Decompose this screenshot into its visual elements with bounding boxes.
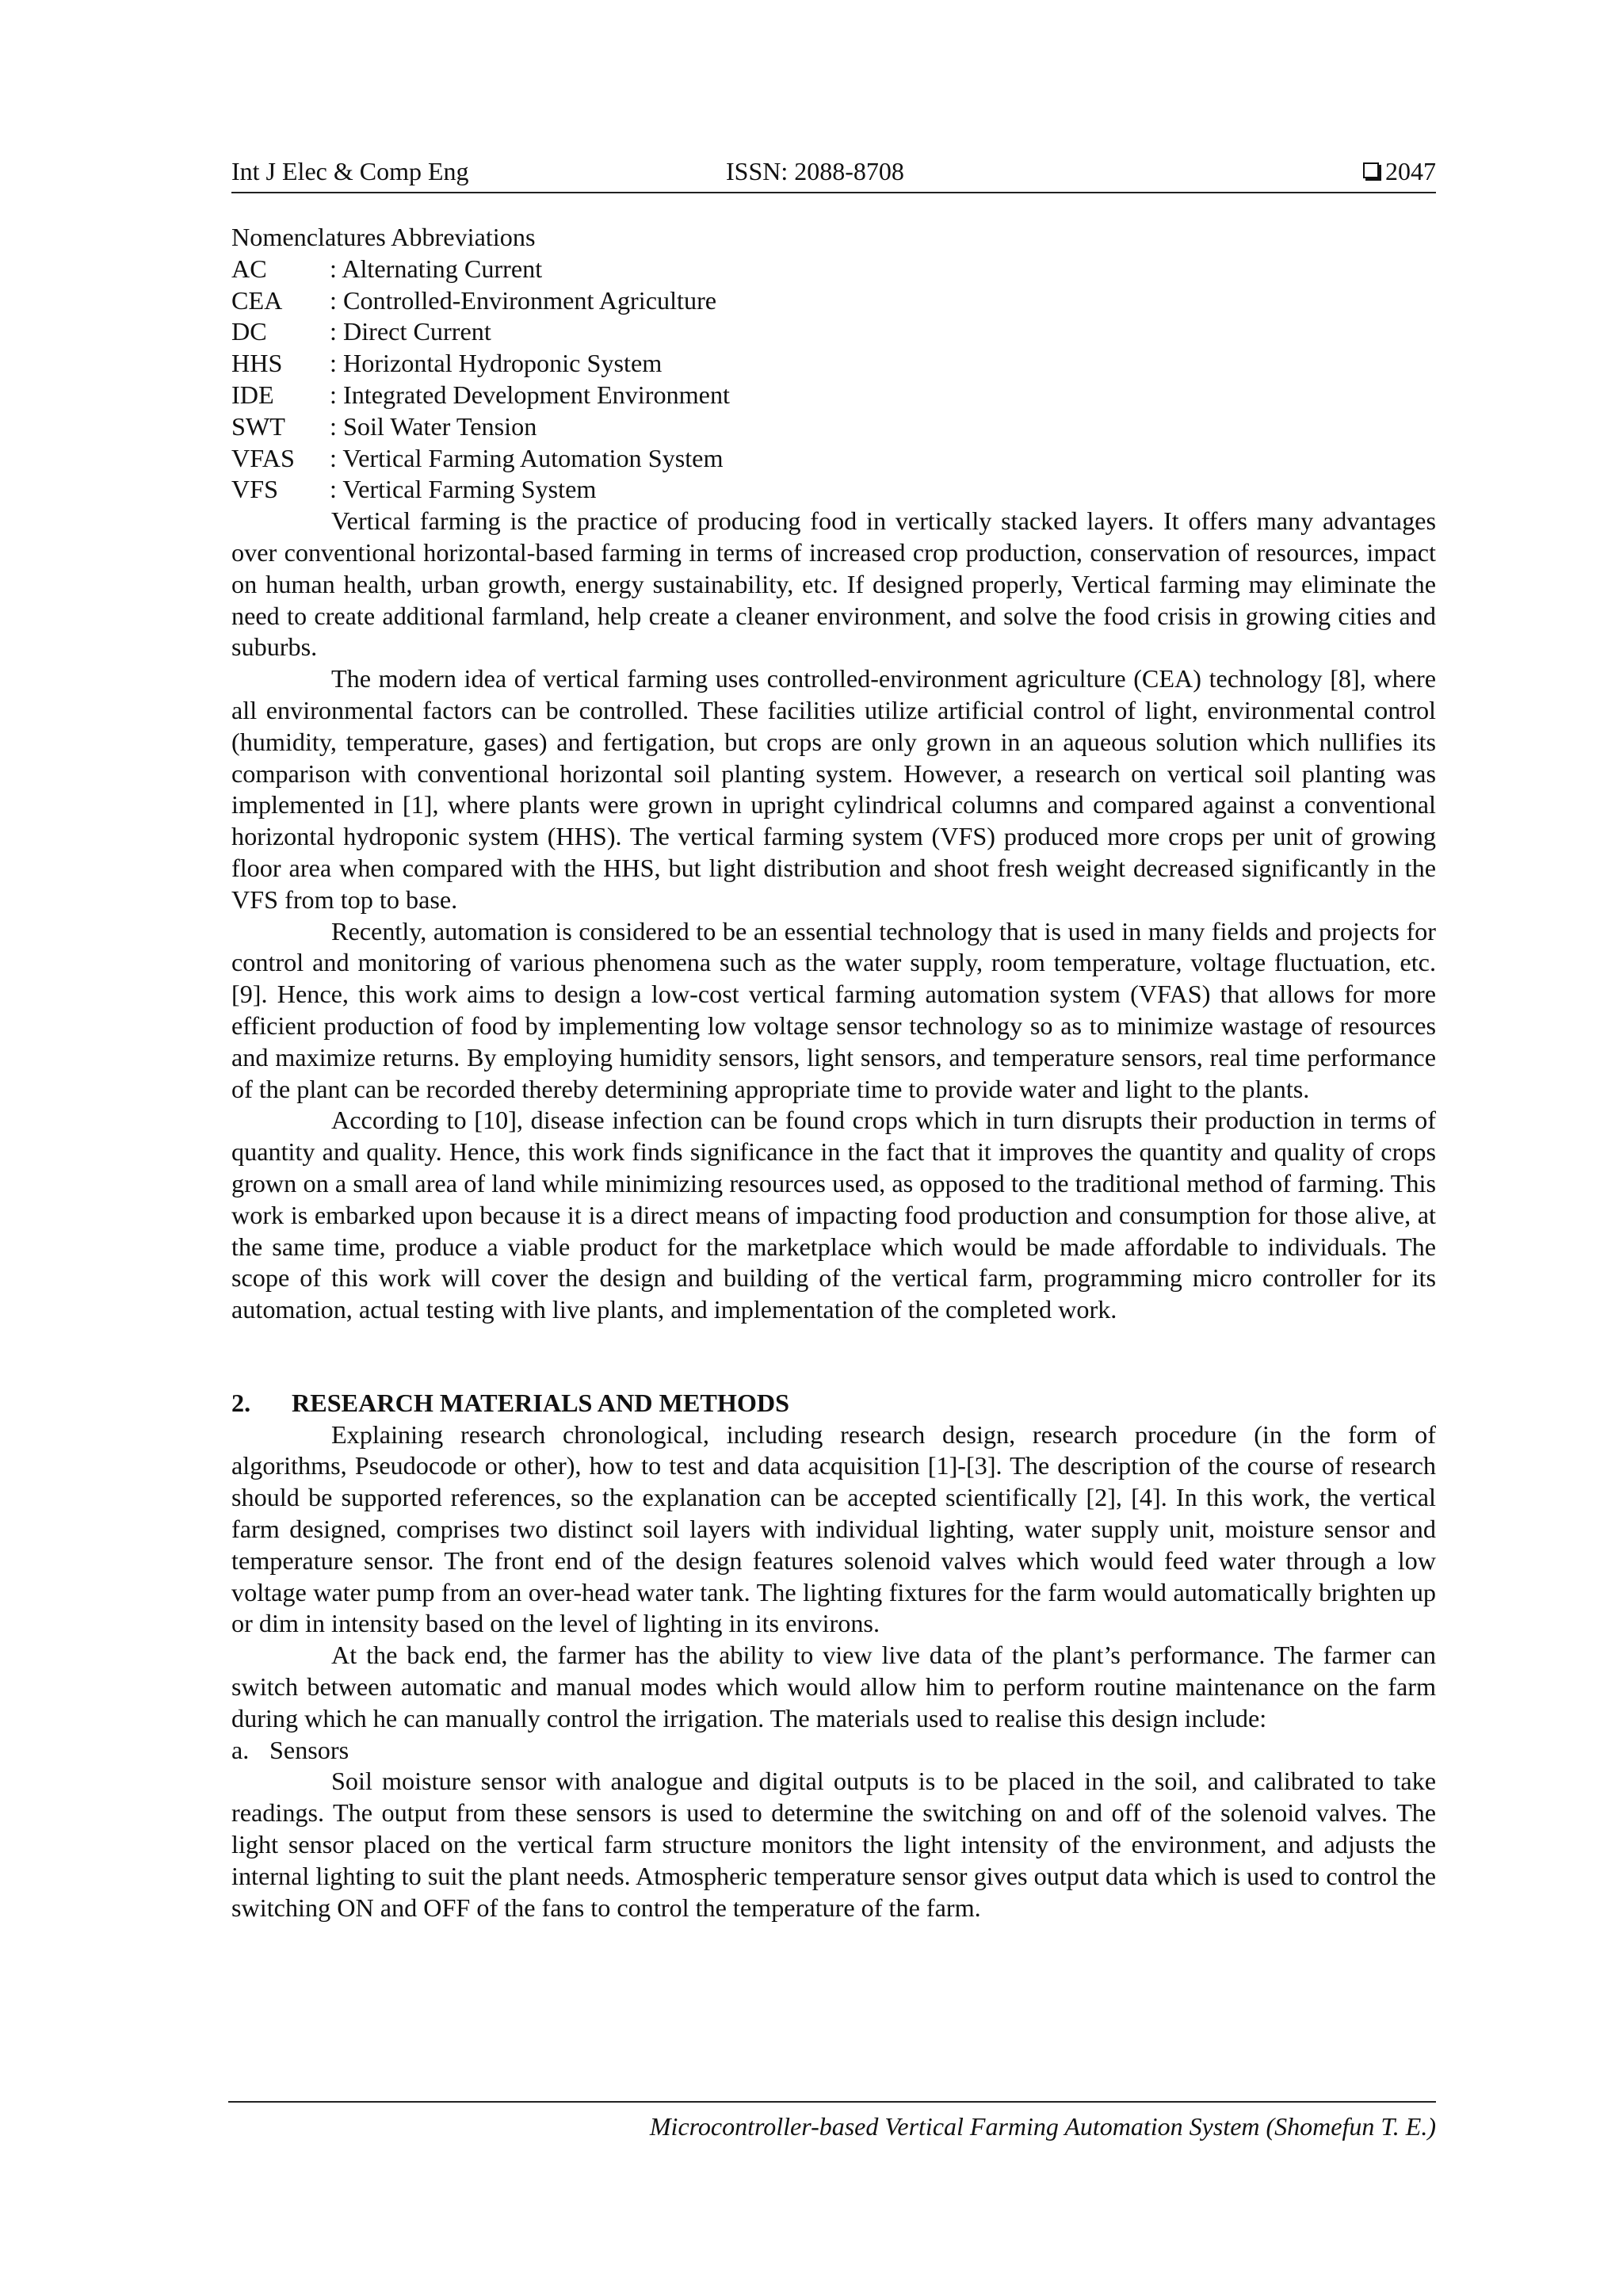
intro-paragraph: Recently, automation is considered to be an essential technology that is used in many fields and projects for control and monitoring of various phenomena such as the water supply, room temperature, voltage fluctuation, etc. [9]. Hence, this work aims to design a low-cost vertical farming automation system (VFAS) that allows for more efficient production of food by implementing low voltage sensor technology so as to minimize wastage of resources and maximize returns. By employing humidity sensors, light sensors, and temperature sensors, real time performance of the plant can be recorded thereby determining appropriate time to provide water and light to the plants. — [231, 916, 1436, 1103]
nomenclature-item — [231, 348, 1436, 380]
methods-paragraph: At the back end, the farmer has the ability to view live data of the plant’s performance. The farmer can switch between automatic and manual modes which would allow him to perform routine maintenance on the farm during which he can manually control the irrigation. The materials used to realise this design include: — [231, 1641, 1436, 1733]
nomenclature-item — [231, 380, 1436, 411]
abbreviation-definition: : Integrated Development Environment — [330, 380, 731, 409]
abbreviation-definition: : Direct Current — [330, 317, 491, 346]
abbreviation-definition: : Alternating Current — [330, 254, 543, 283]
intro-paragraph: According to [10], disease infection can be found crops which in turn disrupts their production in terms of quantity and quality. Hence, this work finds significance in the fact that it improves the quantity and quality of crops grown on a small area of land while minimizing resources used, as opposed to the traditional method of farming. This work is embarked upon because it is a direct means of impacting food production and consumption for those alive, at the same time, produce a viable product for the marketplace which would be made affordable to individuals. The scope of this work will cover the design and building of the vertical farm, programming micro controller for its automation, actual testing with live plants, and implementation of the completed work. — [231, 1106, 1436, 1324]
abbreviation-definition: : Controlled-Environment Agriculture — [330, 285, 717, 315]
list-item-label: Sensors — [269, 1735, 349, 1764]
abbreviation: SWT — [231, 411, 285, 441]
nomenclature-item — [231, 316, 1436, 348]
section-title: RESEARCH MATERIALS AND METHODS — [292, 1388, 790, 1417]
abbreviation-definition: : Vertical Farming Automation System — [330, 443, 724, 472]
list-marker: a. — [231, 1735, 250, 1764]
abbreviation: DC — [231, 317, 267, 346]
nomenclature-item — [231, 443, 1436, 475]
abbreviation-definition: : Vertical Farming System — [330, 475, 597, 504]
page-header — [231, 155, 1436, 193]
section-number: 2. — [231, 1388, 251, 1417]
abbreviation: VFS — [231, 475, 279, 504]
nomenclature-title: Nomenclatures Abbreviations — [231, 223, 536, 251]
nomenclature-item — [231, 474, 1436, 506]
abbreviation: HHS — [231, 349, 283, 378]
list-item-sensors — [231, 1735, 1436, 1767]
page-footer — [228, 2101, 1436, 2142]
nomenclature-list — [231, 254, 1436, 506]
nomenclature-item — [231, 285, 1436, 317]
abbreviation-definition: : Soil Water Tension — [330, 411, 537, 441]
main-text — [231, 222, 1436, 1924]
methods-paragraph: Explaining research chronological, including research design, research procedure (in the form of algorithms, Pseudocode or other), how to test and data acquisition [1]-[3]. The description of the course of research should be supported references, so the explanation can be accepted scientifically [2], [4]. In this work, the vertical farm designed, comprises two distinct soil layers with individual lighting, water supply unit, moisture sensor and temperature sensor. The front end of the design features solenoid valves which would feed water through a low voltage water pump from an over-head water tank. The lighting fixtures for the farm would automatically brighten up or dim in intensity based on the level of lighting in its environs. — [231, 1419, 1436, 1638]
journal-name: Int J Elec & Comp Eng — [231, 157, 469, 185]
abbreviation: IDE — [231, 380, 274, 409]
square-box-icon — [1363, 162, 1379, 178]
abbreviation-definition: : Horizontal Hydroponic System — [330, 349, 663, 378]
section-heading — [231, 1388, 1436, 1419]
sensors-paragraph: Soil moisture sensor with analogue and digital outputs is to be placed in the soil, and calibrated to take readings. The output from these sensors is used to determine the switching on and off of the solenoid valves. The light sensor placed on the vertical farm structure monitors the light intensity of the environment, and adjusts the internal lighting to suit the plant needs. Atmospheric temperature sensor gives output data which is used to control the switching ON and OFF of the fans to control the temperature of the farm. — [231, 1767, 1436, 1922]
issn-number: ISSN: 2088-8708 — [726, 157, 904, 185]
nomenclature-item — [231, 411, 1436, 443]
abbreviation: CEA — [231, 285, 283, 315]
intro-paragraph: Vertical farming is the practice of producing food in vertically stacked layers. It offers many advantages over conventional horizontal-based farming in terms of increased crop production, conservation of resources, impact on human health, urban growth, energy sustainability, etc. If designed properly, Vertical farming may eliminate the need to create additional farmland, help create a cleaner environment, and solve the food crisis in growing cities and suburbs. — [231, 506, 1436, 662]
intro-paragraph: The modern idea of vertical farming uses controlled-environment agriculture (CEA) technology [8], where all environmental factors can be controlled. These facilities utilize artificial control of light, environmental control (humidity, temperature, gases) and fertigation, but crops are only grown in an aqueous solution which nullifies its comparison with conventional horizontal soil planting system. However, a research on vertical soil planting was implemented in [1], where plants were grown in upright cylindrical columns and compared against a conventional horizontal hydroponic system (HHS). The vertical farming system (VFS) produced more crops per unit of growing floor area when compared with the HHS, but light distribution and shoot fresh weight decreased significantly in the VFS from top to base. — [231, 664, 1436, 914]
nomenclature-item — [231, 254, 1436, 285]
abbreviation: VFAS — [231, 443, 295, 472]
abbreviation: AC — [231, 254, 267, 283]
page-number: 2047 — [1385, 157, 1436, 185]
running-title: Microcontroller-based Vertical Farming Automation System (Shomefun T. E.) — [649, 2112, 1436, 2141]
